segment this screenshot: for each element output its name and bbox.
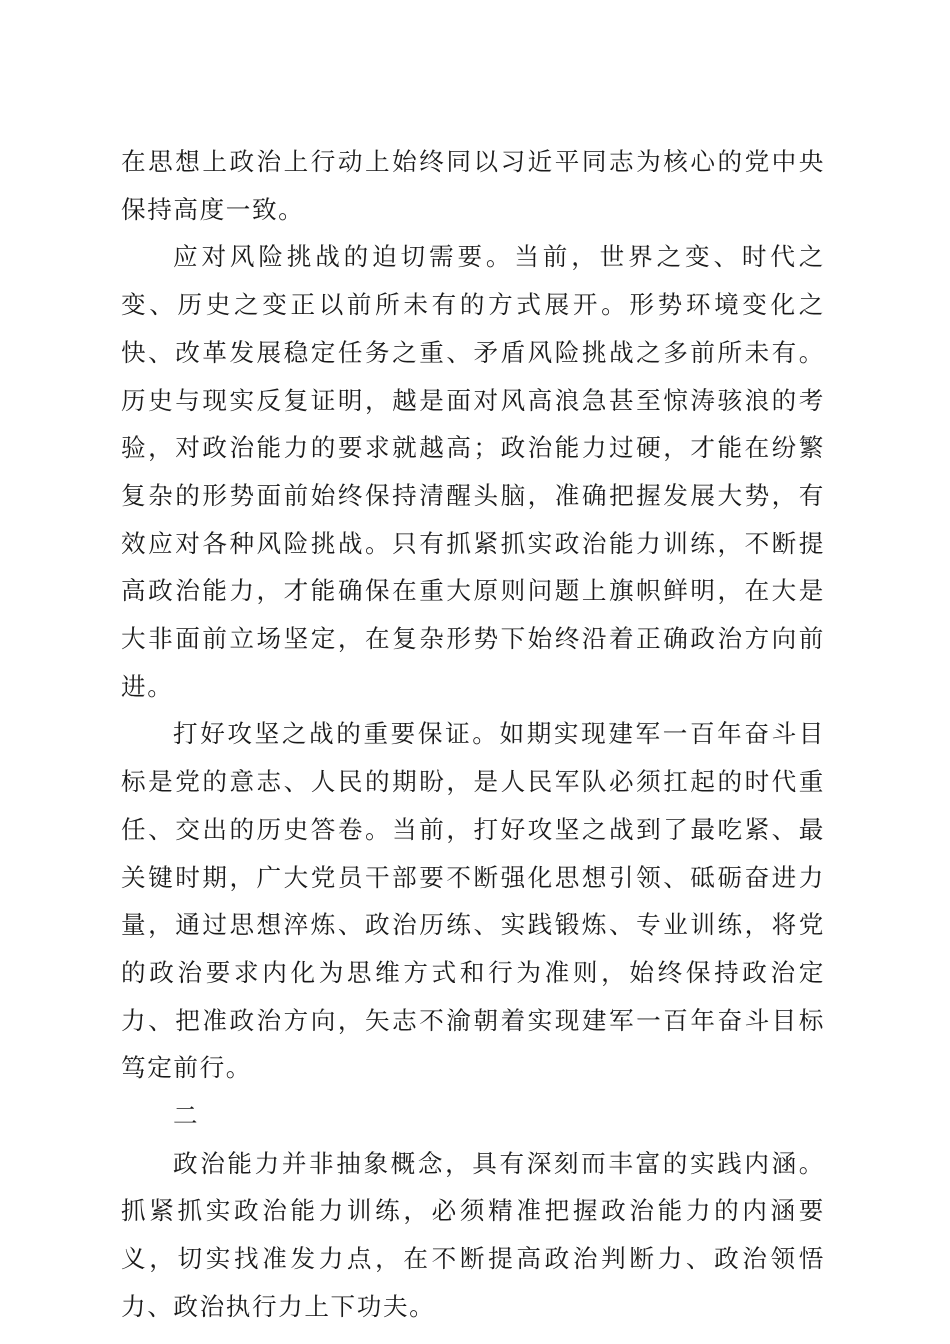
paragraph-continuation: 在思想上政治上行动上始终同以习近平同志为核心的党中央保持高度一致。 [121, 147, 825, 224]
paragraph-political-ability: 政治能力并非抽象概念，具有深刻而丰富的实践内涵。抓紧抓实政治能力训练，必须精准把握政治能力的内涵要义，切实找准发力点，在不断提高政治判断力、政治领悟力、政治执行力上下功夫。 [121, 1148, 825, 1321]
paragraph-tough-battle: 打好攻坚之战的重要保证。如期实现建军一百年奋斗目标是党的意志、人民的期盼，是人民军队必须扛起的时代重任、交出的历史答卷。当前，打好攻坚之战到了最吃紧、最关键时期，广大党员干部要不断强化思想引领、砥砺奋进力量，通过思想淬炼、政治历练、实践锻炼、专业训练，将党的政治要求内化为思维方式和行为准则，始终保持政治定力、把准政治方向，矢志不渝朝着实现建军一百年奋斗目标笃定前行。 [121, 719, 825, 1083]
section-number: 二 [173, 1101, 198, 1131]
document-page [121, 138, 825, 1331]
paragraph-risk-challenges: 应对风险挑战的迫切需要。当前，世界之变、时代之变、历史之变正以前所未有的方式展开。形势环境变化之快、改革发展稳定任务之重、矛盾风险挑战之多前所未有。历史与现实反复证明，越是面对风高浪急甚至惊涛骇浪的考验，对政治能力的要求就越高；政治能力过硬，才能在纷繁复杂的形势面前始终保持清醒头脑，准确把握发展大势，有效应对各种风险挑战。只有抓紧抓实政治能力训练，不断提高政治能力，才能确保在重大原则问题上旗帜鲜明，在大是大非面前立场坚定，在复杂形势下始终沿着正确政治方向前进。 [121, 242, 825, 701]
